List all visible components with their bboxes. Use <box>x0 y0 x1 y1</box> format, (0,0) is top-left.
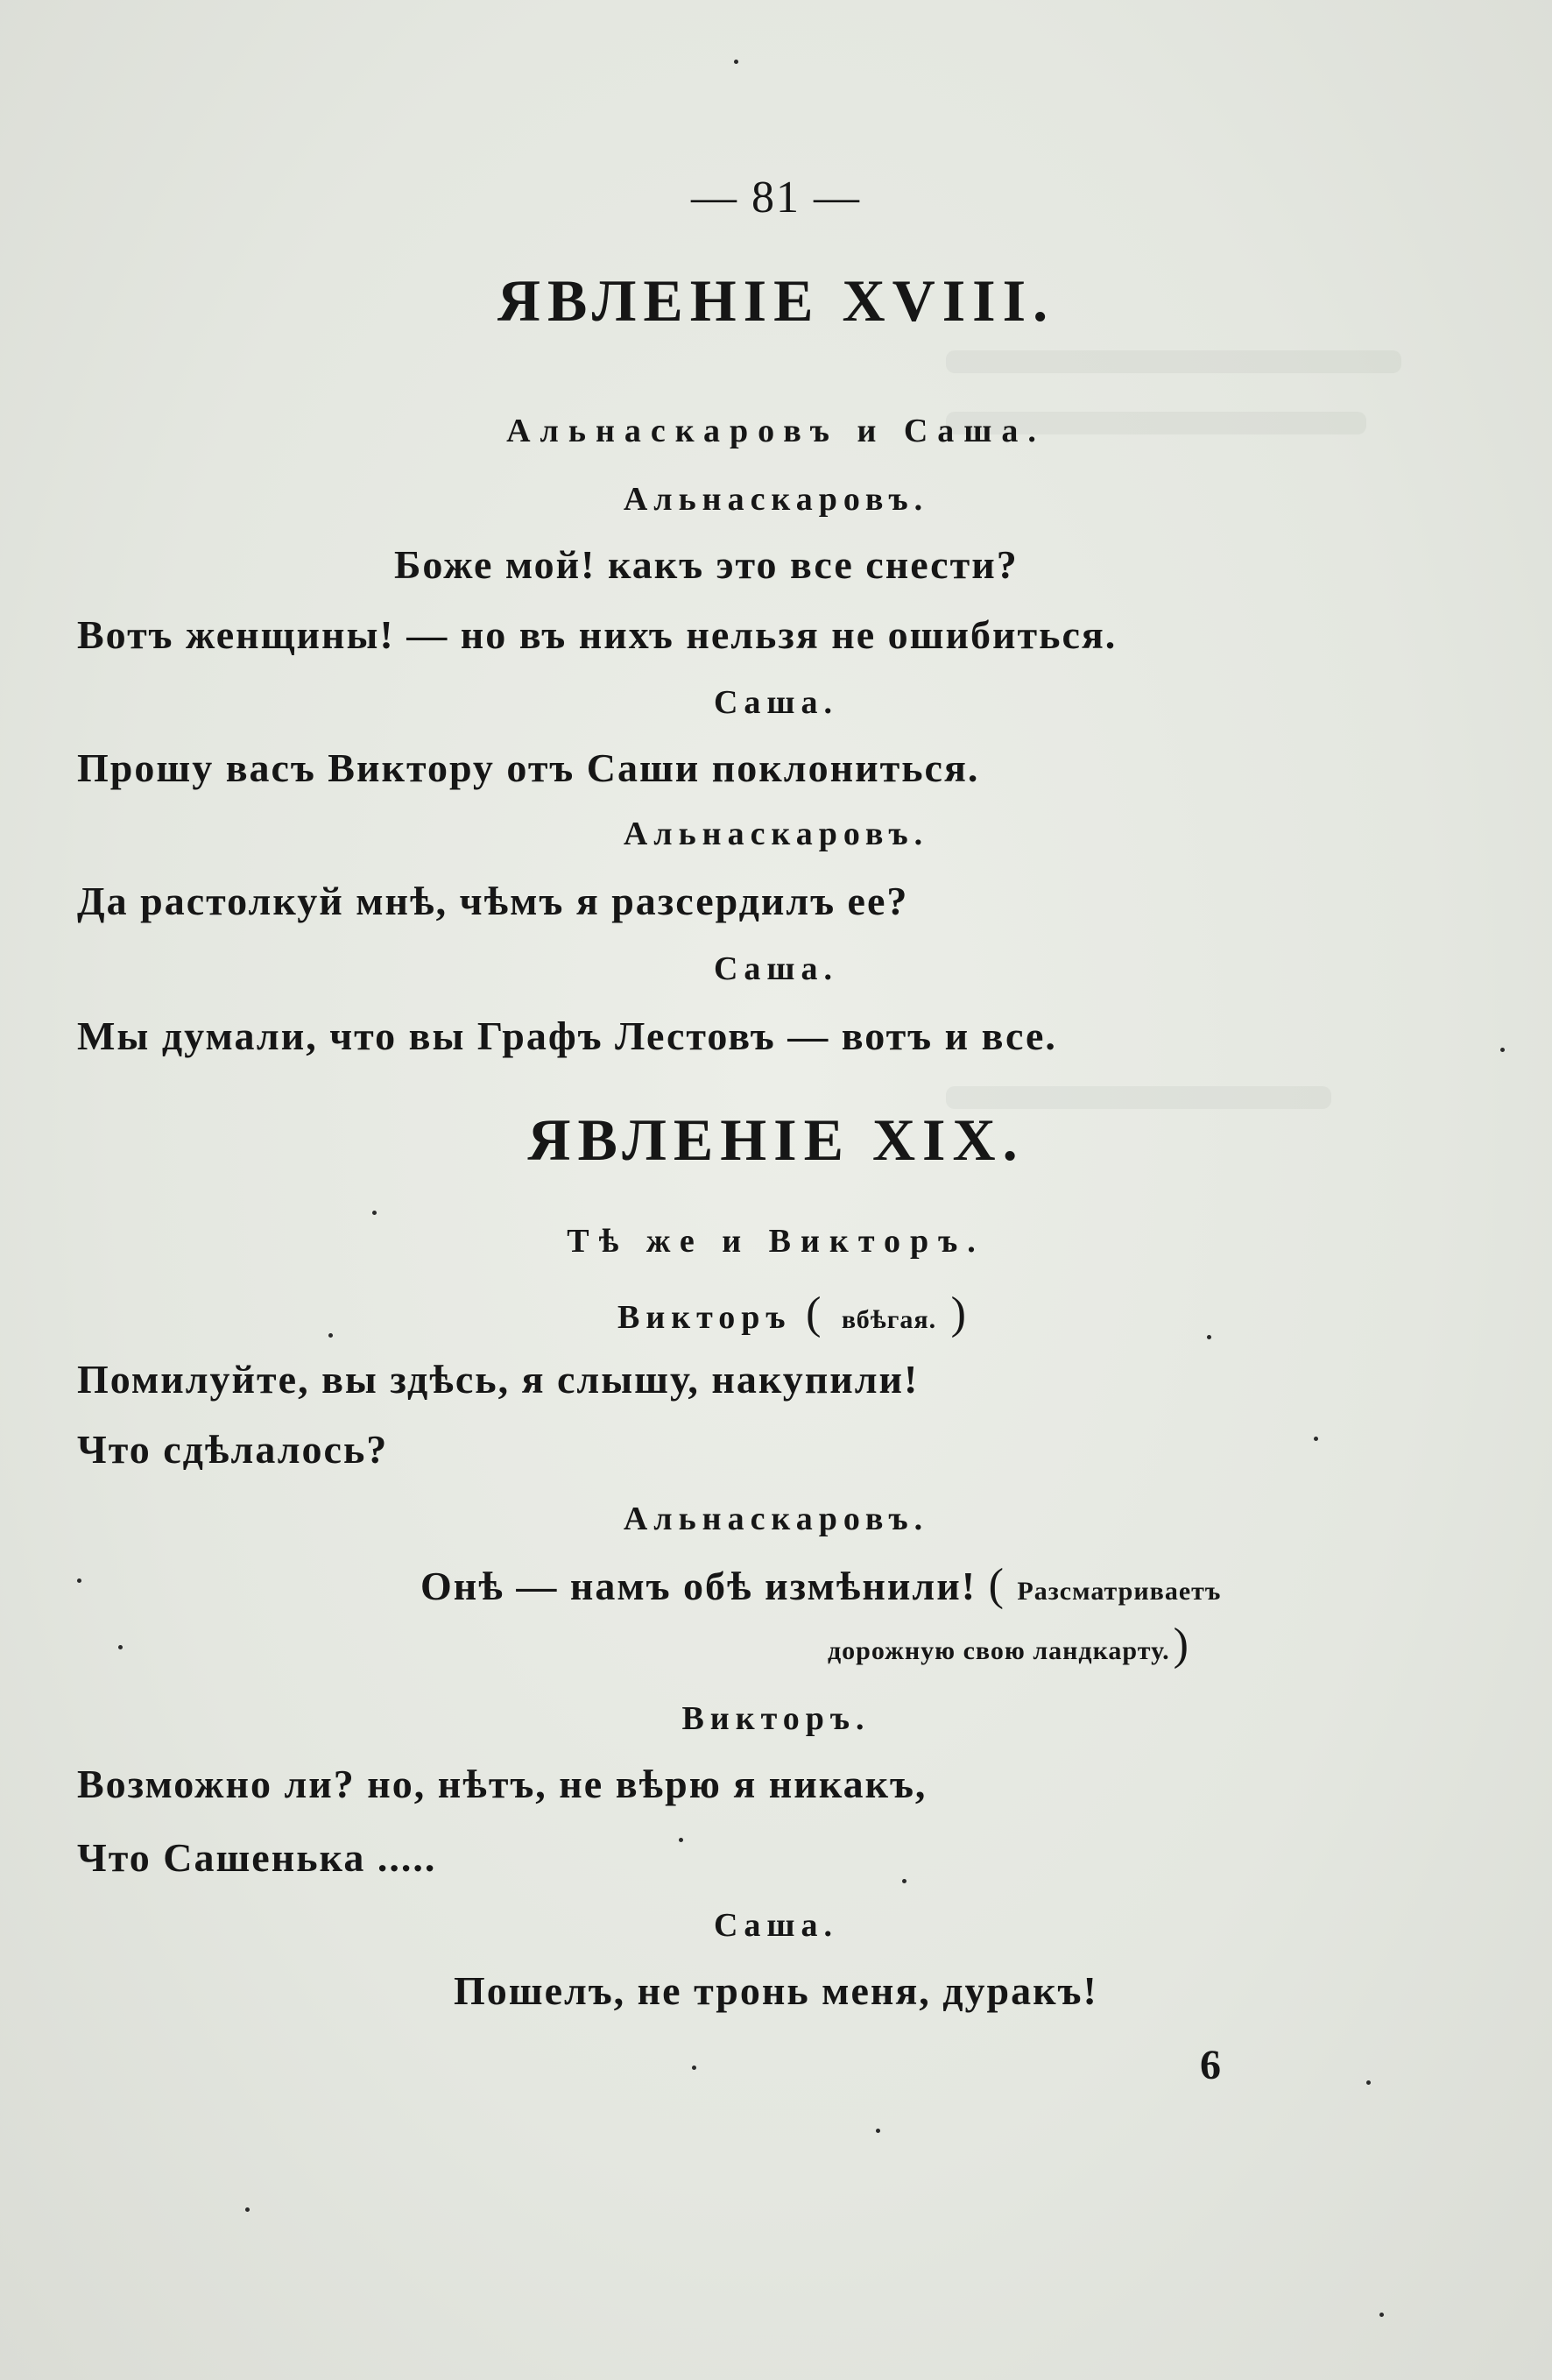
show-through-text <box>946 350 1401 373</box>
paren-close: ) <box>950 1289 972 1338</box>
stage-direction-continued <box>828 1619 1189 1670</box>
verse-line: Что Сашенька ..... <box>77 1835 437 1880</box>
paren-close: ) <box>1173 1620 1189 1670</box>
scene-heading: ЯВЛЕНІЕ XIX. <box>527 1106 1025 1173</box>
speaker-name: Альнаскаровъ. <box>623 481 929 518</box>
paper-speck <box>902 1879 907 1883</box>
speaker-name: Альнаскаровъ. <box>623 1501 929 1537</box>
speaker-name: Саша. <box>713 684 839 721</box>
page-number: — 81 — <box>691 173 861 222</box>
verse-line: Возможно ли? но, нѣтъ, не вѣрю я никакъ, <box>77 1762 928 1806</box>
verse-line: Прошу васъ Виктору отъ Саши поклониться. <box>77 745 980 790</box>
verse-line: Онѣ — намъ обѣ измѣнили! <box>420 1564 977 1608</box>
speaker-name: Альнаскаровъ. <box>623 816 929 852</box>
speaker-name: Саша. <box>713 1907 839 1944</box>
scene-cast: Тѣ же и Викторъ. <box>567 1223 985 1260</box>
paper-speck <box>118 1645 123 1649</box>
verse-with-direction <box>420 1559 1221 1611</box>
stage-direction: Разсматриваетъ <box>1017 1577 1222 1606</box>
speaker-name: Саша. <box>713 950 839 987</box>
paper-speck <box>77 1578 81 1583</box>
paper-speck <box>692 2066 696 2070</box>
paper-speck <box>1207 1335 1211 1339</box>
paper-speck <box>734 60 738 64</box>
paper-speck <box>1379 2313 1384 2317</box>
verse-line: Боже мой! какъ это все снести? <box>394 542 1019 587</box>
paper-speck <box>876 2129 880 2133</box>
paper-speck <box>1366 2080 1371 2085</box>
stage-direction: вбѣгая. <box>841 1305 937 1334</box>
scene-heading: ЯВЛЕНІЕ XVIII. <box>497 267 1055 334</box>
paper-speck <box>1314 1437 1318 1441</box>
speaker-name: Викторъ <box>617 1299 792 1336</box>
paper-speck <box>372 1211 377 1215</box>
paper-speck <box>1500 1048 1505 1052</box>
verse-line: Да растолкуй мнѣ, чѣмъ я разсердилъ ее? <box>77 879 909 923</box>
paren-open: ( <box>806 1289 828 1338</box>
verse-line: Что сдѣлалось? <box>77 1427 389 1472</box>
paper-speck <box>328 1333 333 1338</box>
verse-line: Помилуйте, вы здѣсь, я слышу, накупили! <box>77 1357 920 1402</box>
verse-line: Вотъ женщины! — но въ нихъ нельзя не ошибиться. <box>77 612 1118 657</box>
paren-open: ( <box>988 1560 1005 1610</box>
verse-line: Мы думали, что вы Графъ Лестовъ — вотъ и все. <box>77 1013 1057 1058</box>
paper-speck <box>245 2207 250 2212</box>
signature-mark: 6 <box>1200 2042 1221 2088</box>
verse-line: Пошелъ, не тронь меня, дуракъ! <box>454 1968 1098 2013</box>
scene-cast: Альнаскаровъ и Саша. <box>506 413 1046 449</box>
stage-direction: дорожную свою ландкарту. <box>828 1636 1170 1665</box>
speaker-with-direction <box>617 1288 972 1339</box>
paper-speck <box>679 1838 683 1842</box>
speaker-name: Викторъ. <box>681 1700 871 1737</box>
